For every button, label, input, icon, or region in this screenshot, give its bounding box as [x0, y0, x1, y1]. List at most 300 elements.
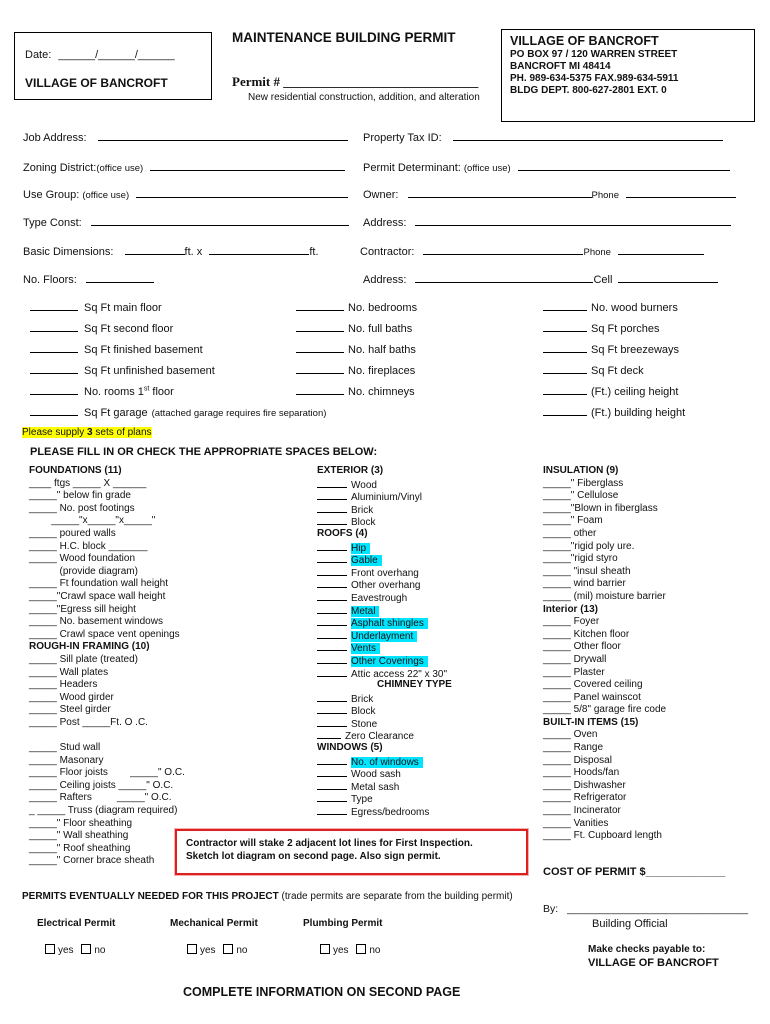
- checklist-item-text: _____" Fiberglass: [543, 477, 624, 489]
- checklist-item[interactable]: [29, 843, 185, 856]
- checklist-item-text: _____"Egress sill height: [29, 603, 136, 615]
- checklist-item[interactable]: [29, 729, 185, 742]
- sqft-right-label: Sq Ft porches: [591, 323, 660, 335]
- checklist-item[interactable]: [29, 780, 185, 793]
- fill-blank[interactable]: [296, 384, 344, 395]
- fill-blank[interactable]: [543, 363, 587, 374]
- checklist-item-text: _____ Hoods/fan: [543, 767, 620, 779]
- checklist-item-text: Brick: [351, 693, 374, 705]
- checklist-item-text: _____ Wood foundation: [29, 553, 136, 565]
- fill-blank[interactable]: [30, 405, 78, 416]
- owner-field[interactable]: [363, 187, 736, 201]
- checklist-item[interactable]: [29, 616, 185, 629]
- checklist-item-text: _____ No. post footings: [29, 502, 135, 514]
- sqft-mid-row[interactable]: [296, 321, 412, 335]
- checklist-item[interactable]: [317, 541, 452, 554]
- checklist-item[interactable]: [543, 629, 666, 642]
- sqft-mid-label: No. fireplaces: [348, 365, 416, 377]
- checklist-item[interactable]: [29, 679, 185, 692]
- fill-blank[interactable]: [543, 321, 587, 332]
- checklist-item[interactable]: [29, 667, 185, 680]
- property-tax-id-field[interactable]: [363, 130, 723, 144]
- mechanical-yes-checkbox[interactable]: [187, 944, 197, 954]
- check-blank[interactable]: [317, 641, 347, 651]
- checklist-item[interactable]: [29, 490, 185, 503]
- checklist-item[interactable]: [317, 490, 452, 503]
- checklist-item[interactable]: [29, 503, 185, 516]
- check-blank[interactable]: [317, 767, 347, 777]
- checklist-item[interactable]: [317, 478, 452, 491]
- cost-of-permit[interactable]: COST OF PERMIT $_____________: [543, 866, 726, 878]
- check-blank[interactable]: [317, 629, 347, 639]
- permit-determinant-label: Permit Determinant:: [363, 162, 461, 174]
- section-heading-text: BUILT-IN ITEMS (15): [543, 716, 639, 728]
- yes-label: yes: [333, 945, 349, 956]
- checklist-item-text: Other overhang: [351, 580, 421, 592]
- fill-blank[interactable]: [30, 321, 78, 332]
- fill-blank[interactable]: [543, 384, 587, 395]
- sqft-left-row[interactable]: [30, 342, 203, 356]
- fill-blank[interactable]: [30, 363, 78, 374]
- sqft-mid-row[interactable]: [296, 342, 416, 356]
- section-heading-text: INSULATION (9): [543, 465, 619, 476]
- village-box-title: VILLAGE OF BANCROFT: [510, 34, 659, 48]
- insulation-interior-builtins-column: [543, 465, 666, 843]
- checklist-item-text: ____ ftgs _____ X ______: [29, 477, 147, 489]
- checklist-item[interactable]: [543, 805, 666, 818]
- checklist-item-text: Hip: [351, 543, 370, 554]
- checklist-item[interactable]: [317, 553, 452, 566]
- village-bldg-dept-line: BLDG DEPT. 800-627-2801 EXT. 0: [510, 85, 667, 96]
- check-blank[interactable]: [317, 578, 347, 588]
- check-blank[interactable]: [317, 566, 347, 576]
- instructions-heading: PLEASE FILL IN OR CHECK THE APPROPRIATE SPACES BELOW:: [30, 446, 378, 458]
- checklist-item[interactable]: [543, 679, 666, 692]
- checklist-item-text: Stone: [351, 718, 378, 730]
- basic-dimensions-label: Basic Dimensions:: [23, 246, 114, 258]
- checklist-item[interactable]: [543, 667, 666, 680]
- checklist-item-text: Block: [351, 706, 376, 718]
- checklist-item-text: _____"Blown in fiberglass: [543, 502, 658, 514]
- mechanical-yes-no: [187, 944, 247, 956]
- owner-address-field[interactable]: [363, 215, 731, 229]
- checklist-item[interactable]: [543, 755, 666, 768]
- checklist-item-text: _____ Steel girder: [29, 704, 111, 716]
- checklist-item-text: _____ Covered ceiling: [543, 679, 643, 691]
- sqft-right-label: Sq Ft breezeways: [591, 344, 680, 356]
- sqft-left-label: Sq Ft main floor: [84, 302, 162, 314]
- sqft-left-row[interactable]: [30, 321, 173, 335]
- basic-dimensions-field[interactable]: [23, 244, 319, 258]
- checklist-item[interactable]: [543, 478, 666, 491]
- contractor-stake-line2: Sketch lot diagram on second page. Also sign permit.: [186, 851, 441, 862]
- checklist-item[interactable]: [317, 717, 452, 730]
- form-title: MAINTENANCE BUILDING PERMIT: [232, 30, 456, 45]
- section-heading-text: WINDOWS (5): [317, 742, 383, 754]
- checklist-item[interactable]: [29, 767, 185, 780]
- checklist-item[interactable]: [29, 818, 185, 831]
- checklist-item[interactable]: [317, 729, 452, 742]
- checklist-item[interactable]: [317, 591, 452, 604]
- contractor-field[interactable]: [360, 244, 704, 258]
- checklist-item-text: _____ Kitchen floor: [543, 628, 630, 640]
- check-blank[interactable]: [317, 541, 347, 551]
- checklist-item-text: _____"rigid styro: [543, 553, 618, 565]
- checklist-item-text: Vents: [351, 643, 380, 654]
- checklist-item-text: Type: [351, 794, 373, 806]
- checklist-item[interactable]: [317, 755, 452, 768]
- checklist-item-text: _____ Drywall: [543, 653, 607, 665]
- checklist-item[interactable]: [543, 818, 666, 831]
- checklist-item[interactable]: [543, 591, 666, 604]
- checklist-item[interactable]: [543, 528, 666, 541]
- sqft-right-row[interactable]: [543, 342, 679, 356]
- checklist-item[interactable]: [543, 830, 666, 843]
- checklist-item[interactable]: [317, 654, 452, 667]
- checklist-item-text: _____ No. basement windows: [29, 616, 163, 628]
- checklist-item[interactable]: [317, 780, 452, 793]
- check-blank[interactable]: [317, 503, 347, 513]
- check-blank[interactable]: [317, 591, 347, 601]
- checklist-item[interactable]: [543, 641, 666, 654]
- checklist-item[interactable]: [317, 767, 452, 780]
- checklist-item-text: _____ Range: [543, 742, 604, 754]
- checklist-item[interactable]: [543, 729, 666, 742]
- checklist-item-text: _____ Wall plates: [29, 666, 109, 678]
- village-address-line1: PO BOX 97 / 120 WARREN STREET: [510, 49, 678, 60]
- garage-note: (attached garage requires fire separation): [151, 408, 327, 419]
- checklist-item-text: _____ Stud wall: [29, 742, 101, 754]
- fill-blank[interactable]: [296, 342, 344, 353]
- permits-needed-title: PERMITS EVENTUALLY NEEDED FOR THIS PROJECT: [22, 891, 279, 902]
- checklist-item-text: Eavestrough: [351, 592, 408, 604]
- checklist-item-text: _____ Floor joists _____" O.C.: [29, 767, 185, 779]
- checklist-item[interactable]: [317, 792, 452, 805]
- fill-blank[interactable]: [543, 300, 587, 311]
- sqft-right-label: No. wood burners: [591, 302, 678, 314]
- electrical-yes-checkbox[interactable]: [45, 944, 55, 954]
- village-name-left: VILLAGE OF BANCROFT: [25, 76, 168, 90]
- fill-blank[interactable]: [543, 405, 587, 416]
- by-blank: _______________________________: [567, 903, 749, 915]
- checklist-item[interactable]: [29, 755, 185, 768]
- checklist-item[interactable]: [29, 541, 185, 554]
- checklist-item-text: _____ Dishwasher: [543, 779, 626, 791]
- sqft-right-label: (Ft.) building height: [591, 407, 686, 419]
- checklist-item-text: _____ Plaster: [543, 666, 605, 678]
- checklist-item-text: Block: [351, 517, 376, 529]
- sqft-mid-label: No. chimneys: [348, 386, 415, 398]
- check-blank[interactable]: [317, 717, 347, 727]
- checklist-item-text: Zero Clearance: [345, 731, 414, 743]
- checklist-item[interactable]: [317, 704, 452, 717]
- checklist-item-text: _____ other: [543, 527, 597, 539]
- checklist-item[interactable]: [29, 654, 185, 667]
- sqft-mid-label: No. half baths: [348, 344, 416, 356]
- date-field[interactable]: ______/______/______: [58, 49, 175, 61]
- section-heading: [543, 604, 666, 617]
- sqft-mid-row[interactable]: [296, 363, 415, 377]
- checklist-item[interactable]: [317, 629, 452, 642]
- date-label: [25, 49, 175, 61]
- checklist-item[interactable]: [29, 591, 185, 604]
- checklist-item[interactable]: [317, 503, 452, 516]
- check-blank[interactable]: [317, 553, 347, 563]
- check-blank[interactable]: [317, 704, 347, 714]
- checklist-item-text: _____ Crawl space vent openings: [29, 628, 180, 640]
- check-blank[interactable]: [317, 692, 347, 702]
- sqft-left-row[interactable]: [30, 405, 326, 419]
- plans-note: [22, 427, 152, 438]
- checklist-item[interactable]: [29, 578, 185, 591]
- checklist-item[interactable]: [29, 792, 185, 805]
- checklist-item[interactable]: [29, 830, 185, 843]
- checklist-item-text: Metal: [351, 606, 379, 617]
- superscript-st: st: [143, 385, 150, 393]
- checklist-item[interactable]: [317, 604, 452, 617]
- use-group-office-use: (office use): [82, 190, 130, 201]
- check-blank[interactable]: [317, 515, 347, 525]
- fill-blank[interactable]: [296, 363, 344, 374]
- sqft-left-label: Sq Ft finished basement: [84, 344, 203, 356]
- checklist-item-text: _____ H.C. block _______: [29, 540, 148, 552]
- checklist-item-text: _____ (mil) moisture barrier: [543, 590, 666, 602]
- checklist-item[interactable]: [543, 654, 666, 667]
- check-blank[interactable]: [317, 780, 347, 790]
- owner-address-label: Address:: [363, 217, 407, 229]
- checklist-item-text: Gable: [351, 555, 382, 566]
- fill-blank[interactable]: [30, 342, 78, 353]
- checklist-item-text: Asphalt shingles: [351, 618, 428, 629]
- checklist-item[interactable]: [543, 792, 666, 805]
- plumbing-yes-no: [320, 944, 380, 956]
- permits-needed-note: (trade permits are separate from the building permit): [281, 891, 513, 902]
- sqft-left-label: Sq Ft garage: [84, 407, 148, 419]
- checklist-item[interactable]: [317, 667, 452, 680]
- checklist-item[interactable]: [543, 541, 666, 554]
- sqft-right-row[interactable]: [543, 384, 678, 398]
- sqft-left-row[interactable]: [30, 363, 215, 377]
- checklist-item[interactable]: [29, 742, 185, 755]
- plans-note-text: Please supply: [22, 427, 88, 438]
- fill-blank[interactable]: [30, 384, 78, 395]
- section-heading: [29, 465, 185, 478]
- checklist-item[interactable]: [543, 566, 666, 579]
- sqft-left-label: Sq Ft unfinished basement: [84, 365, 215, 377]
- checklist-item[interactable]: [317, 616, 452, 629]
- contractor-phone-label: Phone: [583, 247, 611, 258]
- section-heading-text: ROUGH-IN FRAMING (10): [29, 641, 150, 653]
- electrical-yes-no: [45, 944, 105, 956]
- fill-blank[interactable]: [296, 321, 344, 332]
- owner-phone-label: Phone: [591, 190, 620, 201]
- checklist-item-text: _____ Panel wainscot: [543, 691, 641, 703]
- checklist-item[interactable]: [29, 855, 185, 868]
- permit-number-label: Permit # ______________________________: [232, 74, 479, 89]
- section-heading: [317, 679, 452, 692]
- checklist-item[interactable]: [317, 641, 452, 654]
- plumbing-permit-label: Plumbing Permit: [303, 918, 383, 929]
- sqft-mid-row[interactable]: [296, 300, 417, 314]
- checklist-item[interactable]: [29, 478, 185, 491]
- checklist-item[interactable]: [543, 780, 666, 793]
- checklist-item-text: _____ Oven: [543, 729, 598, 741]
- no-label: no: [236, 945, 248, 956]
- checklist-item[interactable]: [543, 767, 666, 780]
- zoning-district-field[interactable]: [23, 160, 345, 174]
- checklist-item-text: _____ Foyer: [543, 616, 600, 628]
- checklist-item[interactable]: [29, 528, 185, 541]
- checklist-item-text: _____" Wall sheathing: [29, 830, 129, 842]
- checklist-item-text: _____"x_____"x_____": [29, 515, 156, 527]
- checklist-item[interactable]: [29, 629, 185, 642]
- plans-note-number: 3: [87, 427, 93, 438]
- check-blank[interactable]: [317, 616, 347, 626]
- fill-blank[interactable]: [296, 300, 344, 311]
- checklist-item[interactable]: [29, 553, 185, 566]
- checklist-item[interactable]: [543, 692, 666, 705]
- check-blank[interactable]: [317, 755, 347, 765]
- electrical-no-checkbox[interactable]: [81, 944, 91, 954]
- checklist-item[interactable]: [29, 704, 185, 717]
- checklist-item-text: _____ Disposal: [543, 754, 612, 766]
- mechanical-permit-label: Mechanical Permit: [170, 918, 258, 929]
- checklist-item[interactable]: [317, 566, 452, 579]
- sqft-right-row[interactable]: [543, 405, 685, 419]
- checklist-item-text: _____"rigid poly ure.: [543, 540, 635, 552]
- checklist-item-text: Front overhang: [351, 567, 419, 579]
- checklist-item-text: _____ Rafters _____" O.C.: [29, 792, 172, 804]
- section-heading: [543, 465, 666, 478]
- no-floors-label: No. Floors:: [23, 274, 77, 286]
- checklist-item[interactable]: [29, 805, 185, 818]
- checklist-item-text: _____" Floor sheathing: [29, 817, 133, 829]
- yes-label: yes: [200, 945, 216, 956]
- checklist-item-text: _____" Cellulose: [543, 490, 619, 502]
- checklist-item-text: _____" below fin grade: [29, 490, 131, 502]
- section-heading-text: CHIMNEY TYPE: [377, 679, 452, 691]
- no-label: no: [369, 945, 381, 956]
- by-signature-field[interactable]: [543, 903, 748, 915]
- check-blank[interactable]: [317, 478, 347, 488]
- checklist-item[interactable]: [543, 704, 666, 717]
- checklist-item-text: _____ Post _____Ft. O .C.: [29, 716, 148, 728]
- plumbing-yes-checkbox[interactable]: [320, 944, 330, 954]
- checklist-item[interactable]: [543, 553, 666, 566]
- zoning-label: Zoning District:: [23, 162, 97, 174]
- sqft-left-row[interactable]: [30, 300, 162, 314]
- footer-instruction: COMPLETE INFORMATION ON SECOND PAGE: [183, 985, 461, 999]
- checklist-item[interactable]: [543, 742, 666, 755]
- contractor-address-label: Address:: [363, 274, 407, 286]
- checklist-item[interactable]: [29, 566, 185, 579]
- section-heading-text: ROOFS (4): [317, 527, 368, 539]
- cell-label: Cell: [593, 274, 613, 286]
- check-blank[interactable]: [317, 792, 347, 802]
- by-label: By:: [543, 903, 559, 915]
- zoning-office-use: (office use): [96, 163, 144, 174]
- section-heading-text: FOUNDATIONS (11): [29, 465, 122, 476]
- checklist-item-text: _____ Ft foundation wall height: [29, 578, 168, 590]
- sqft-left-label: No. rooms 1: [84, 386, 144, 398]
- checklist-item[interactable]: [543, 578, 666, 591]
- checklist-item-text: _____ Sill plate (treated): [29, 653, 138, 665]
- use-group-field[interactable]: [23, 187, 348, 201]
- checklist-item-text: Brick: [351, 504, 374, 516]
- checklist-item[interactable]: [29, 717, 185, 730]
- checklist-item-text: _____ Other floor: [543, 641, 621, 653]
- sqft-mid-label: No. full baths: [348, 323, 413, 335]
- checklist-item[interactable]: [317, 515, 452, 528]
- fill-blank[interactable]: [30, 300, 78, 311]
- checklist-item-text: _____ 5/8" garage fire code: [543, 704, 667, 716]
- checklist-item[interactable]: [543, 490, 666, 503]
- checklist-item[interactable]: [543, 616, 666, 629]
- sqft-right-label: (Ft.) ceiling height: [591, 386, 679, 398]
- permits-needed-heading: [22, 891, 513, 902]
- checklist-item-text: _____" Corner brace sheath: [29, 855, 155, 867]
- electrical-permit-label: Electrical Permit: [37, 918, 116, 929]
- sqft-left-label: Sq Ft second floor: [84, 323, 174, 335]
- check-blank[interactable]: [317, 805, 347, 815]
- checklist-item-text: _____ Headers: [29, 679, 98, 691]
- check-blank[interactable]: [317, 490, 347, 500]
- no-floors-field[interactable]: [23, 272, 154, 286]
- checklist-item-text: _____" Foam: [543, 515, 603, 527]
- checklist-item-text: _____ Wood girder: [29, 691, 114, 703]
- checklist-item-text: _ _____ Truss (diagram required): [29, 805, 178, 817]
- permit-determinant-field[interactable]: [363, 160, 730, 174]
- checklist-item[interactable]: [543, 515, 666, 528]
- checklist-item[interactable]: [317, 805, 452, 818]
- check-blank[interactable]: [317, 729, 341, 739]
- checklist-item[interactable]: [29, 692, 185, 705]
- check-blank[interactable]: [317, 604, 347, 614]
- checks-payable-label: Make checks payable to:: [588, 944, 706, 955]
- sqft-right-row[interactable]: [543, 321, 659, 335]
- sqft-right-row[interactable]: [543, 363, 644, 377]
- sqft-mid-row[interactable]: [296, 384, 415, 398]
- sqft-right-row[interactable]: [543, 300, 678, 314]
- checklist-item-text: _____ Incinerator: [543, 805, 621, 817]
- foundations-framing-column: [29, 465, 185, 868]
- ft-x-label: ft. x: [184, 246, 203, 258]
- job-address-field[interactable]: [23, 130, 348, 144]
- type-const-field[interactable]: [23, 215, 349, 229]
- checklist-item-text: _____ Refrigerator: [543, 792, 627, 804]
- use-group-label: Use Group:: [23, 189, 80, 201]
- plumbing-no-checkbox[interactable]: [356, 944, 366, 954]
- checklist-item-text: Underlayment: [351, 631, 417, 642]
- checklist-item[interactable]: [317, 692, 452, 705]
- checklist-item-text: Other Coverings: [351, 656, 428, 667]
- mechanical-no-checkbox[interactable]: [223, 944, 233, 954]
- village-address-line2: BANCROFT MI 48414: [510, 61, 611, 72]
- fill-blank[interactable]: [543, 342, 587, 353]
- checklist-item-text: (provide diagram): [29, 565, 138, 577]
- section-heading: [29, 641, 185, 654]
- check-blank[interactable]: [317, 654, 347, 664]
- job-address-label: Job Address:: [23, 132, 87, 144]
- sqft-left-row[interactable]: [30, 384, 174, 398]
- checklist-item[interactable]: [29, 515, 185, 528]
- checks-payable-village: VILLAGE OF BANCROFT: [588, 957, 719, 969]
- checklist-item[interactable]: [317, 578, 452, 591]
- checklist-item[interactable]: [543, 503, 666, 516]
- contractor-address-field[interactable]: [363, 272, 718, 286]
- check-blank[interactable]: [317, 667, 347, 677]
- checklist-item[interactable]: [29, 604, 185, 617]
